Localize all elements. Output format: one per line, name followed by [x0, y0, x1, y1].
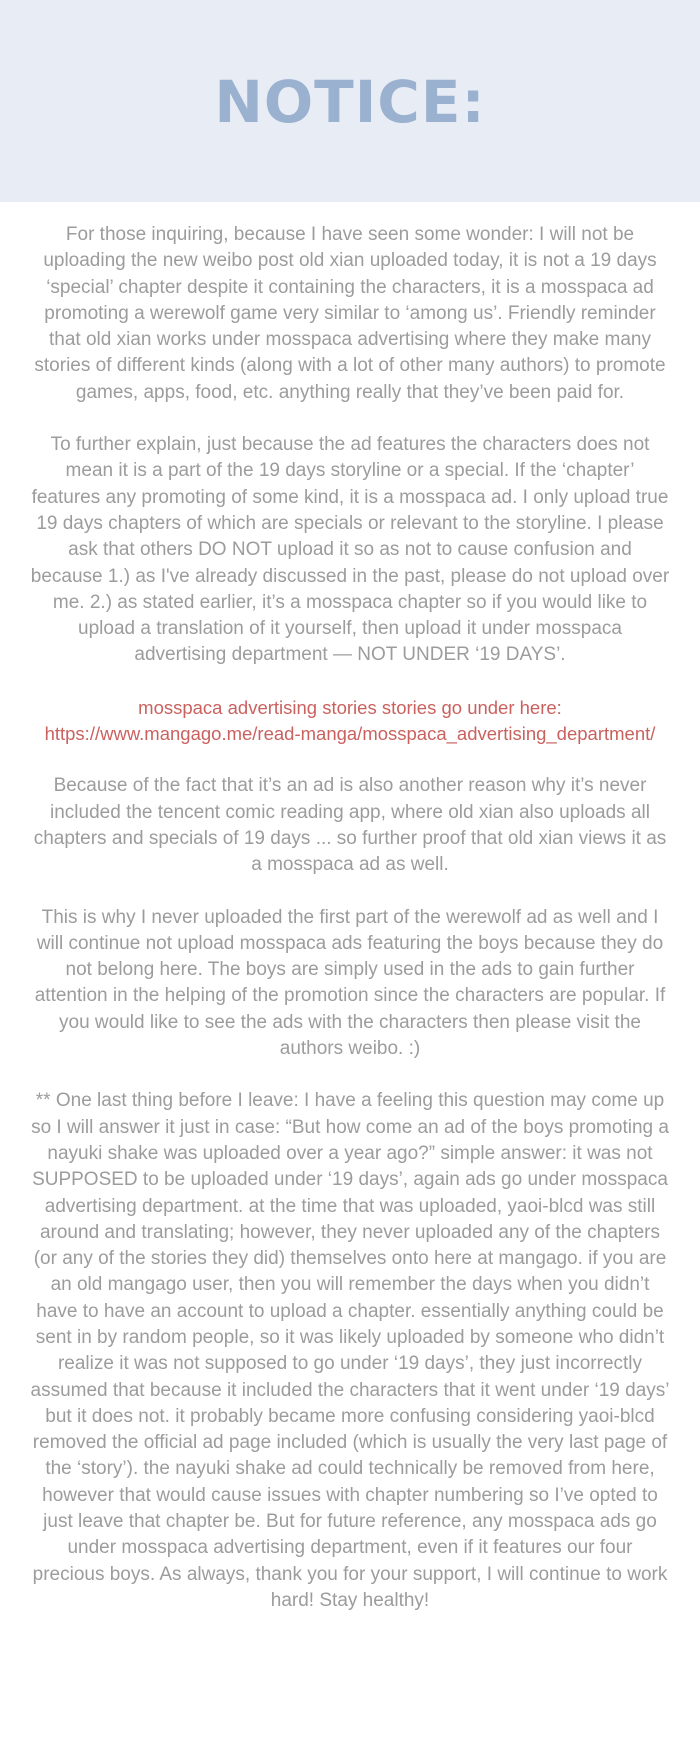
page-title: NOTICE: [214, 68, 486, 136]
notice-body [30, 202, 670, 1614]
paragraph-werewolf-ad: This is why I never uploaded the first part of the werewolf ad as well and I will continue not upload mosspaca ads featuring the boys because they do not belong here. The boys are simply used in the ads to gain further attention in the helping of the promotion since the characters are popular. If you would like to see the ads with the characters then please visit the authors weibo. :) [34, 906, 666, 1060]
mosspaca-advertising-link[interactable]: https://www.mangago.me/read-manga/mosspaca_advertising_department/ [44, 723, 656, 745]
paragraph-nayuki-shake: ** One last thing before I leave: I have a feeling this question may come up so I will answer it just in case: “But how come an ad of the boys promoting a nayuki shake was uploaded over a year ago?” simple answer: it was not SUPPOSED to be uploaded under ‘19 days’, again ads go under mosspaca advertising department. at the time that was uploaded, yaoi-blcd was still around and translating; however, they never uploaded any of the chapters (or any of the stories they did) themselves onto here at mangago. if you are an old mangago user, then you will remember the days when you didn’t have to have an account to upload a chapter. essentially anything could be sent in by random people, so it was likely uploaded by someone who didn’t realize it was not supposed to go under ‘19 days’, they just incorrectly assumed that because it included the characters that it went under ‘19 days’ but it does not. it probably became more confusing considering yaoi-blcd removed the official ad page included (which is usually the very last page of the ‘story’). the nayuki shake ad could technically be removed from here, however that would cause issues with chapter numbering so I’ve opted to just leave that chapter be. But for future reference, any mosspaca ads go under mosspaca advertising department, even if it features our four precious boys. As always, thank you for your support, I will continue to work hard! Stay healthy! [30, 1090, 670, 1611]
paragraph-further-explanation: To further explain, just because the ad features the characters does not mean it is a part of the 19 days storyline or a special. If the ‘chapter’ features any promoting of some kind, it is a mosspaca ad. I only upload true 19 days chapters of which are specials or relevant to the storyline. I please ask that others DO NOT upload it so as not to cause confusion and because 1.) as I've already discussed in the past, please do not upload over me. 2.) as stated earlier, it’s a mosspaca chapter so if you would like to upload a translation of it yourself, then upload it under mosspaca advertising department — NOT UNDER ‘19 DAYS’. [30, 434, 670, 666]
link-block [30, 695, 670, 748]
paragraph-tencent: Because of the fact that it’s an ad is also another reason why it’s never included the tencent comic reading app, where old xian also uploads all chapters and specials of 19 days ... so further proof that old xian views it as a mosspaca ad as well. [33, 775, 667, 876]
notice-header [0, 0, 700, 202]
link-label: mosspaca advertising stories stories go under here: [138, 696, 562, 718]
paragraph-ad-explanation: For those inquiring, because I have seen some wonder: I will not be uploading the new weibo post old xian uploaded today, it is not a 19 days ‘special’ chapter despite it containing the characters, it is a mosspaca ad promoting a werewolf game very similar to ‘among us’. Friendly reminder that old xian works under mosspaca advertising where they make many stories of different kinds (along with a lot of other many authors) to promote games, apps, food, etc. anything really that they’ve been paid for. [34, 224, 666, 403]
